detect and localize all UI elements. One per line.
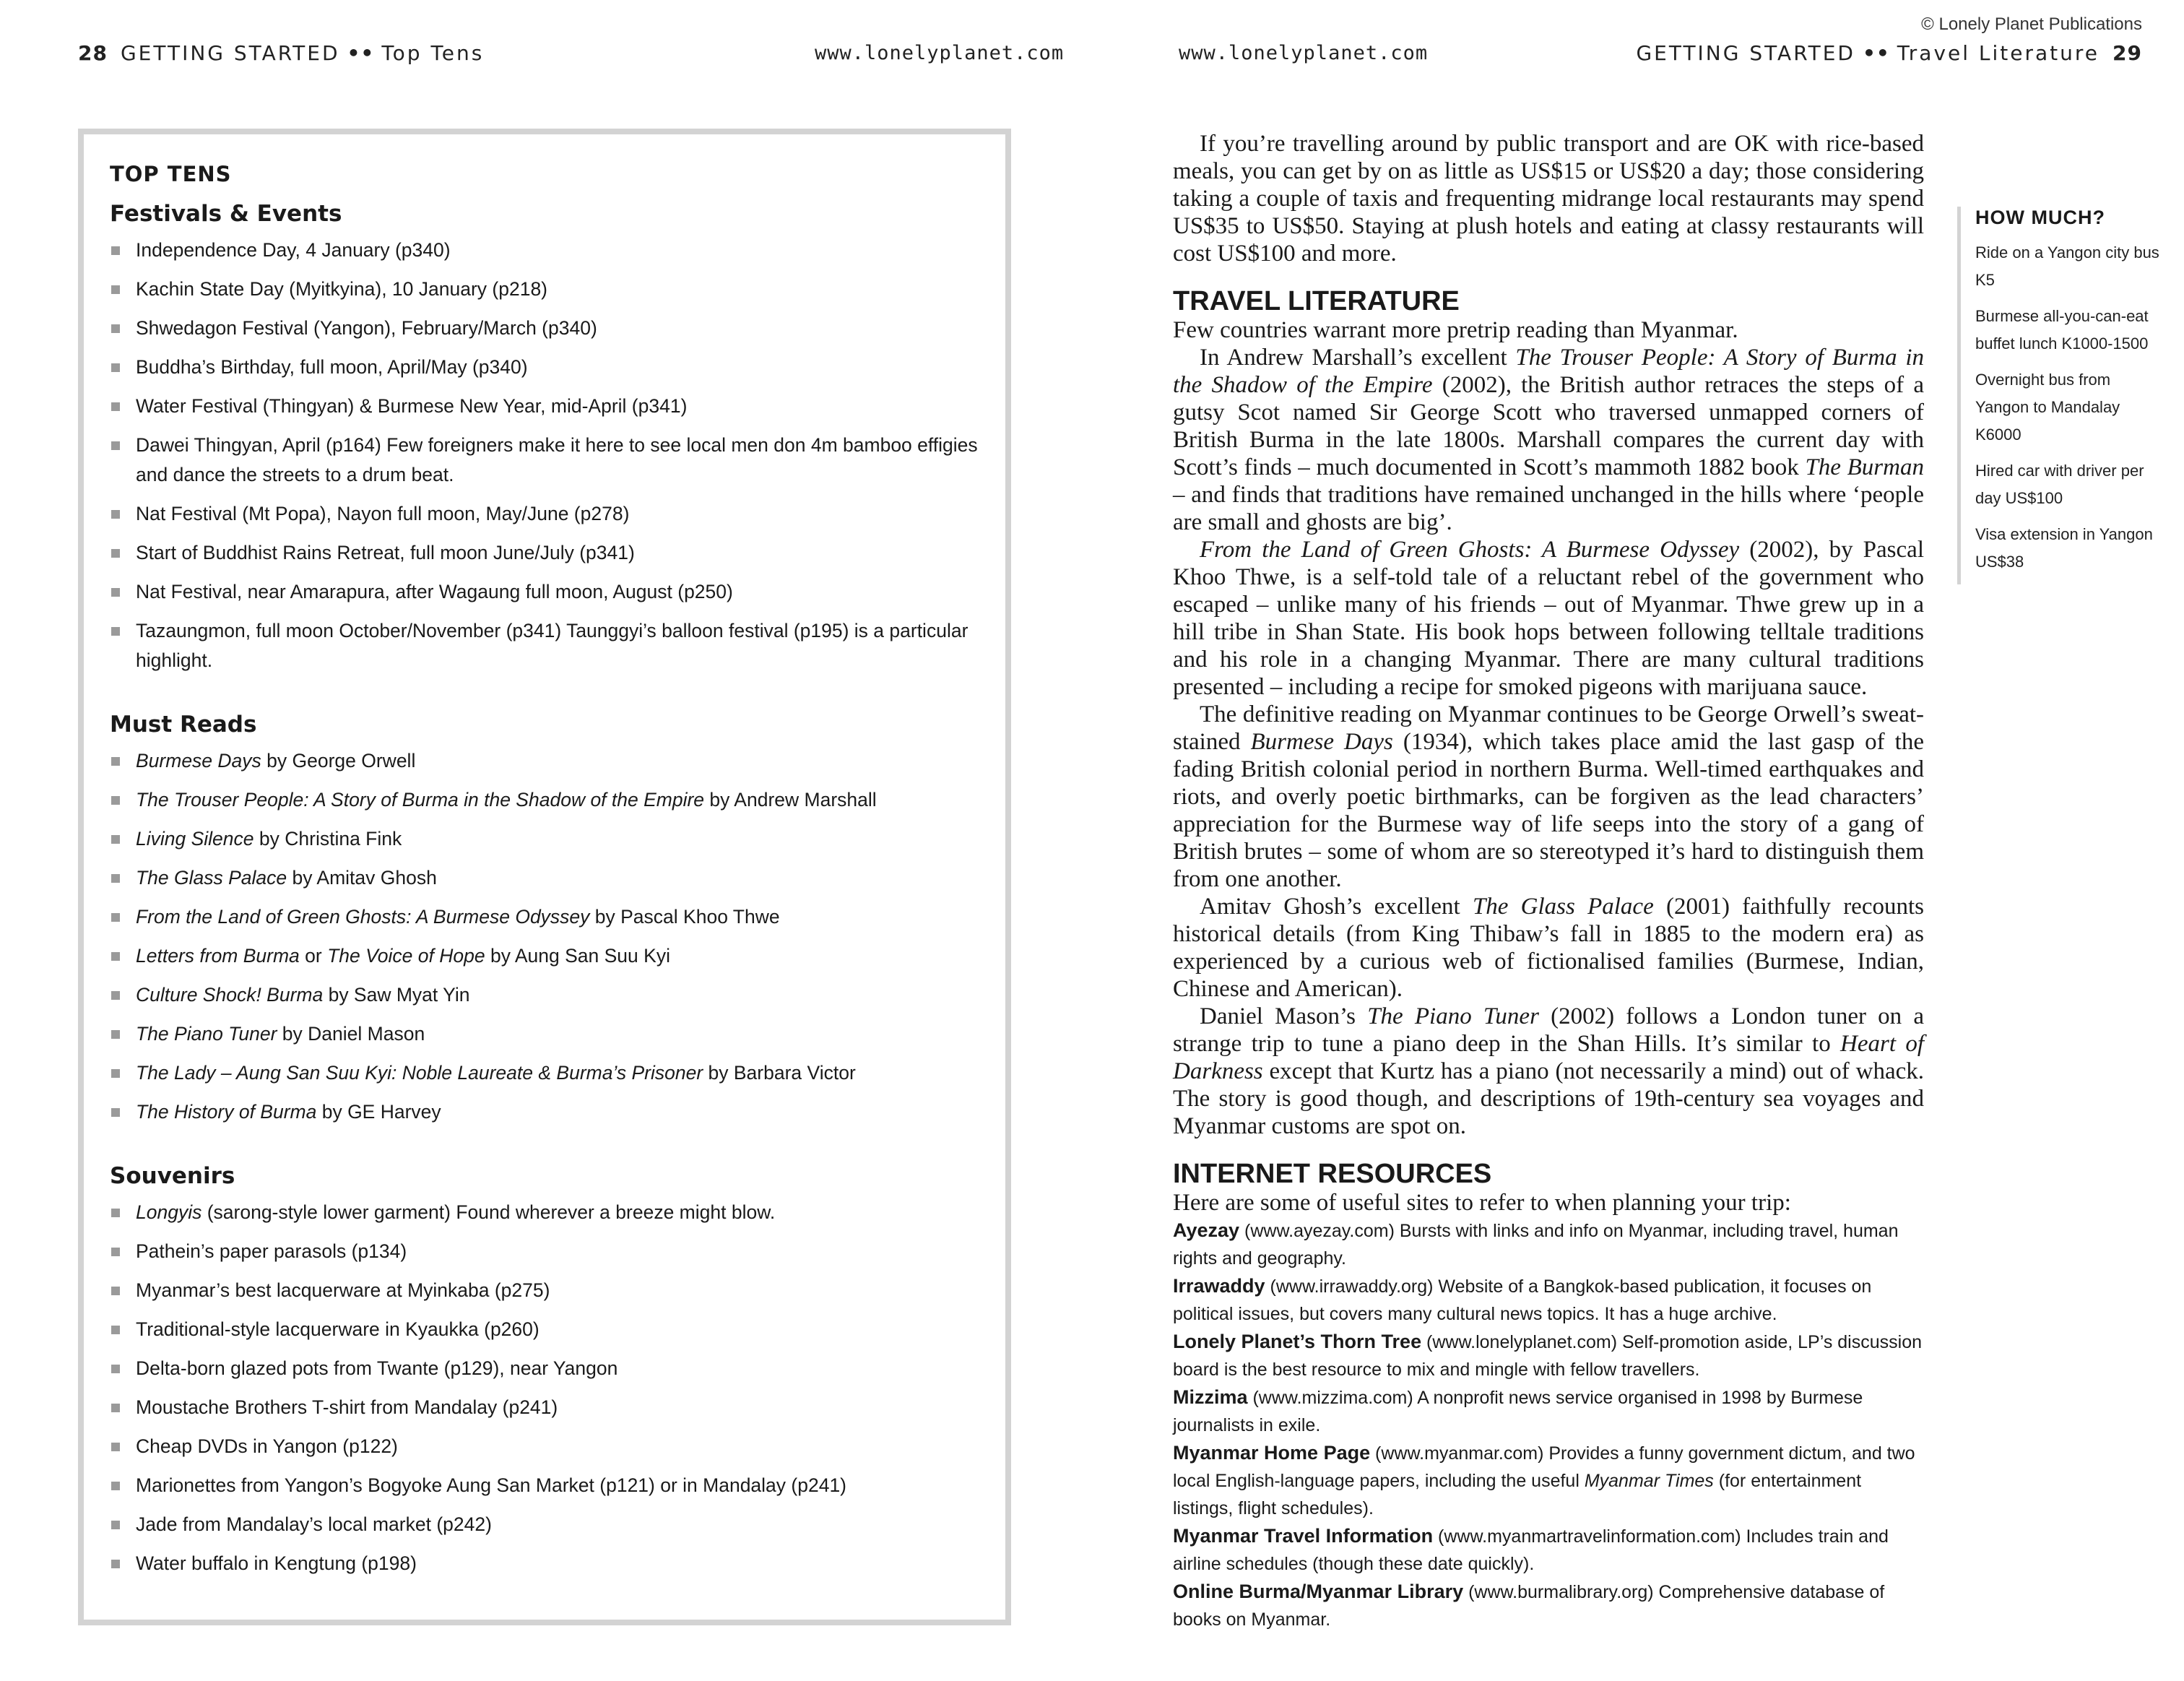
travel-literature-heading: TRAVEL LITERATURE	[1173, 286, 1460, 316]
price-item: Hired car with driver per day US$100	[1975, 462, 2144, 507]
must-reads-heading: Must Reads	[110, 712, 257, 738]
text-run: (2002), by Pascal Khoo Thwe, is a self-told tale of a reluctant rebel of the government who escaped – unlike many of his friends – out of Myanmar. Thwe grew up in a hill tribe in Shan State. His book hops between following telltale traditions and his role in a changing Myanmar. There are many cultural traditions presented – including a recipe for smoked pigeons with marijuana sauce.	[1173, 537, 1924, 700]
paragraph	[1173, 536, 1924, 701]
text-run: – and finds that traditions have remained unchanged in the hills where ‘people are small and ghosts are big’.	[1173, 482, 1924, 535]
resource-entry	[1173, 1272, 1924, 1328]
publication-title: Myanmar Times	[1584, 1471, 1714, 1491]
right-section-label: GETTING STARTED	[1636, 41, 1855, 65]
paragraph	[1173, 701, 1924, 893]
resource-entry	[1173, 1383, 1924, 1439]
book-title: Burmese Days	[1250, 729, 1393, 755]
list-item	[110, 1198, 979, 1227]
book-author: by Saw Myat Yin	[323, 984, 470, 1006]
list-item	[110, 1097, 979, 1127]
resource-name[interactable]: Online Burma/Myanmar Library	[1173, 1581, 1464, 1602]
right-running-head	[1636, 41, 2142, 65]
festivals-list	[110, 235, 979, 675]
list-item	[110, 785, 979, 815]
book-title: Heart of Darkness	[1173, 1031, 1924, 1084]
right-separator: ••	[1862, 41, 1890, 65]
list-item: Delta-born glazed pots from Twante (p129), near Yangon	[110, 1354, 979, 1383]
resource-name[interactable]: Myanmar Travel Information	[1173, 1525, 1434, 1547]
souvenir-term: Longyis	[136, 1201, 202, 1223]
list-item	[110, 746, 979, 776]
right-page-body	[1173, 130, 1924, 1633]
list-item: Jade from Mandalay’s local market (p242)	[110, 1510, 979, 1539]
left-section-label: GETTING STARTED	[120, 41, 340, 65]
list-item	[110, 863, 979, 893]
list-item: Traditional-style lacquerware in Kyaukka (p260)	[110, 1315, 979, 1344]
book-title: The Trouser People: A Story of Burma in the Shadow of the Empire	[136, 789, 705, 811]
how-much-heading: HOW MUCH?	[1975, 207, 2105, 228]
list-item	[110, 1058, 979, 1088]
list-item: Water buffalo in Kengtung (p198)	[110, 1549, 979, 1578]
list-item: Cheap DVDs in Yangon (p122)	[110, 1432, 979, 1461]
right-page-number: 29	[2112, 41, 2142, 65]
list-item: Nat Festival, near Amarapura, after Wagaung full moon, August (p250)	[110, 577, 979, 607]
list-item: Moustache Brothers T-shirt from Mandalay (p241)	[110, 1393, 979, 1422]
price-item: Burmese all-you-can-eat buffet lunch K1000-1500	[1975, 307, 2149, 353]
list-item	[110, 980, 979, 1010]
souvenirs-list	[110, 1198, 979, 1578]
resource-desc: (www.myanmar.com) Provides a funny government dictum, and two local English-language papers, including the useful	[1173, 1443, 1915, 1491]
list-item: Tazaungmon, full moon October/November (p341) Taunggyi’s balloon festival (p195) is a particular highlight.	[110, 616, 979, 675]
festivals-heading: Festivals & Events	[110, 201, 342, 227]
right-topic: Travel Literature	[1897, 41, 2100, 65]
resource-name[interactable]: Myanmar Home Page	[1173, 1442, 1371, 1464]
list-item: Myanmar’s best lacquerware at Myinkaba (p275)	[110, 1276, 979, 1305]
book-title: Living Silence	[136, 828, 254, 850]
connector-text: or	[299, 945, 328, 967]
resource-entry	[1173, 1439, 1924, 1522]
top-tens-title: TOP TENS	[110, 162, 232, 186]
paragraph	[1173, 893, 1924, 1003]
book-title: The Burman	[1805, 454, 1924, 480]
list-item	[110, 1019, 979, 1049]
resource-name[interactable]: Mizzima	[1173, 1386, 1248, 1408]
text-run: Daniel Mason’s	[1200, 1003, 1368, 1029]
resource-name[interactable]: Ayezay	[1173, 1219, 1240, 1241]
resource-desc: (www.mizzima.com) A nonprofit news service organised in 1998 by Burmese journalists in exile.	[1173, 1388, 1863, 1435]
how-much-sidebar	[1957, 207, 2159, 584]
book-title: The Lady – Aung San Suu Kyi: Noble Laureate & Burma’s Prisoner	[136, 1062, 703, 1084]
text-run: Amitav Ghosh’s excellent	[1200, 894, 1473, 920]
resource-entry	[1173, 1578, 1924, 1633]
internet-resources-heading: INTERNET RESOURCES	[1173, 1159, 1492, 1189]
intro-paragraph: If you’re travelling around by public transport and are OK with rice-based meals, you can get by on as little as US$15 or US$20 a day; those considering taking a couple of taxis and frequenting midrange local restaurants may spend US$35 to US$50. Staying at plush hotels and eating at classy restaurants will cost US$100 and more.	[1173, 131, 1924, 267]
book-author: by Amitav Ghosh	[287, 867, 437, 889]
list-item: Kachin State Day (Myitkyina), 10 January (p218)	[110, 275, 979, 304]
list-item: Shwedagon Festival (Yangon), February/March (p340)	[110, 314, 979, 343]
left-topic: Top Tens	[381, 41, 485, 65]
book-author: by Barbara Victor	[703, 1062, 856, 1084]
book-title: The Piano Tuner	[136, 1023, 277, 1045]
book-author: by Aung San Suu Kyi	[485, 945, 670, 967]
book-title: From the Land of Green Ghosts: A Burmese Odyssey	[136, 906, 590, 928]
text-run: (2002) follows a London tuner on a strange trip to tune a piano deep in the Shan Hills. It’s similar to	[1173, 1003, 1924, 1057]
list-item	[110, 824, 979, 854]
resource-desc: (www.irrawaddy.org) Website of a Bangkok-based publication, it focuses on political issues, but covers many cultural news topics. It has a huge archive.	[1173, 1276, 1872, 1324]
resource-name[interactable]: Irrawaddy	[1173, 1275, 1265, 1297]
resource-desc: (www.myanmartravelinformation.com) Includes train and airline schedules (though these date quickly).	[1173, 1526, 1889, 1574]
book-title: The History of Burma	[136, 1101, 317, 1123]
copyright-notice: © Lonely Planet Publications	[1921, 14, 2142, 34]
text-run: (2002), the British author retraces the steps of a gutsy Scot named Sir George Scott who traversed unmapped corners of British Burma in the late 1800s. Marshall compares the current day with Scott’s finds – much documented in Scott’s mammoth 1882 book	[1173, 372, 1924, 480]
souvenir-desc: (sarong-style lower garment) Found wherever a breeze might blow.	[202, 1201, 776, 1223]
book-title: The Voice of Hope	[327, 945, 485, 967]
resource-desc: (www.lonelyplanet.com) Self-promotion aside, LP’s discussion board is the best resource to mix and mingle with fellow travellers.	[1173, 1332, 1923, 1380]
book-title: The Glass Palace	[136, 867, 287, 889]
resource-entry	[1173, 1217, 1924, 1272]
resource-desc: (www.burmalibrary.org) Comprehensive database of books on Myanmar.	[1173, 1582, 1885, 1630]
book-title: The Glass Palace	[1472, 894, 1654, 920]
book-author: by Andrew Marshall	[704, 789, 877, 811]
book-author: by George Orwell	[261, 750, 416, 772]
resource-entry	[1173, 1522, 1924, 1578]
resource-desc: (www.ayezay.com) Bursts with links and info on Myanmar, including travel, human rights and geography.	[1173, 1221, 1899, 1269]
book-author: by GE Harvey	[316, 1101, 441, 1123]
list-item: Buddha’s Birthday, full moon, April/May (p340)	[110, 353, 979, 382]
book-title: From the Land of Green Ghosts: A Burmese Odyssey	[1200, 537, 1740, 563]
list-item: Nat Festival (Mt Popa), Nayon full moon, May/June (p278)	[110, 499, 979, 529]
resource-name[interactable]: Lonely Planet’s Thorn Tree	[1173, 1331, 1422, 1352]
paragraph: Here are some of useful sites to refer to when planning your trip:	[1173, 1190, 1791, 1216]
book-author: by Daniel Mason	[277, 1023, 425, 1045]
book-author: by Pascal Khoo Thwe	[589, 906, 780, 928]
left-url[interactable]: www.lonelyplanet.com	[815, 42, 1065, 64]
book-author: by Christina Fink	[254, 828, 402, 850]
price-item: Ride on a Yangon city bus K5	[1975, 243, 2159, 289]
must-reads-list	[110, 746, 979, 1127]
book-title: Burmese Days	[136, 750, 261, 772]
list-item: Dawei Thingyan, April (p164) Few foreigners make it here to see local men don 4m bamboo effigies and dance the streets to a drum beat.	[110, 431, 979, 490]
resource-desc: (for entertainment listings, flight schedules).	[1173, 1471, 1862, 1518]
left-separator: ••	[347, 41, 375, 65]
list-item: Pathein’s paper parasols (p134)	[110, 1237, 979, 1266]
book-title: Letters from Burma	[136, 945, 300, 967]
list-item	[110, 941, 979, 971]
book-title: Culture Shock! Burma	[136, 984, 324, 1006]
top-tens-box	[78, 129, 1011, 1625]
list-item: Water Festival (Thingyan) & Burmese New Year, mid-April (p341)	[110, 392, 979, 421]
resource-entry	[1173, 1328, 1924, 1383]
left-running-head	[78, 41, 484, 65]
list-item	[110, 902, 979, 932]
list-item: Start of Buddhist Rains Retreat, full moon June/July (p341)	[110, 538, 979, 568]
text-run: In Andrew Marshall’s excellent	[1200, 345, 1516, 371]
paragraph	[1173, 344, 1924, 536]
text-run: except that Kurtz has a piano (not necessarily a mind) out of whack. The story is good though, and descriptions of 19th-century sea voyages and Myanmar customs are spot on.	[1173, 1058, 1924, 1139]
text-run: (1934), which takes place amid the last gasp of the fading British colonial period in northern Burma. Well-timed earthquakes and riots, and overly poetic birthmarks, can be forgiven as the lead characters’ appreciation for the Burmese way of life seeps into the story of a gang of British brutes – some of whom are so stereotyped it’s hard to distinguish them from one another.	[1173, 729, 1924, 892]
list-item: Marionettes from Yangon’s Bogyoke Aung San Market (p121) or in Mandalay (p241)	[110, 1471, 979, 1500]
paragraph	[1173, 1003, 1924, 1140]
left-page-number: 28	[78, 41, 108, 65]
souvenirs-heading: Souvenirs	[110, 1163, 235, 1189]
book-title: The Trouser People: A Story of Burma in the Shadow of the Empire	[1173, 345, 1924, 398]
text-run: The definitive reading on Myanmar continues to be George Orwell’s sweat-stained	[1173, 701, 1924, 755]
text-run: (2001) faithfully recounts historical details (from King Thibaw’s fall in 1885 to the modern era) as experienced by a curious web of fictionalised families (Burmese, Indian, Chinese and American).	[1173, 894, 1924, 1002]
right-url[interactable]: www.lonelyplanet.com	[1179, 42, 1429, 64]
price-item: Visa extension in Yangon US$38	[1975, 525, 2153, 571]
paragraph: Few countries warrant more pretrip reading than Myanmar.	[1173, 317, 1738, 343]
price-item: Overnight bus from Yangon to Mandalay K6000	[1975, 371, 2120, 444]
list-item: Independence Day, 4 January (p340)	[110, 235, 979, 265]
book-title: The Piano Tuner	[1367, 1003, 1539, 1029]
